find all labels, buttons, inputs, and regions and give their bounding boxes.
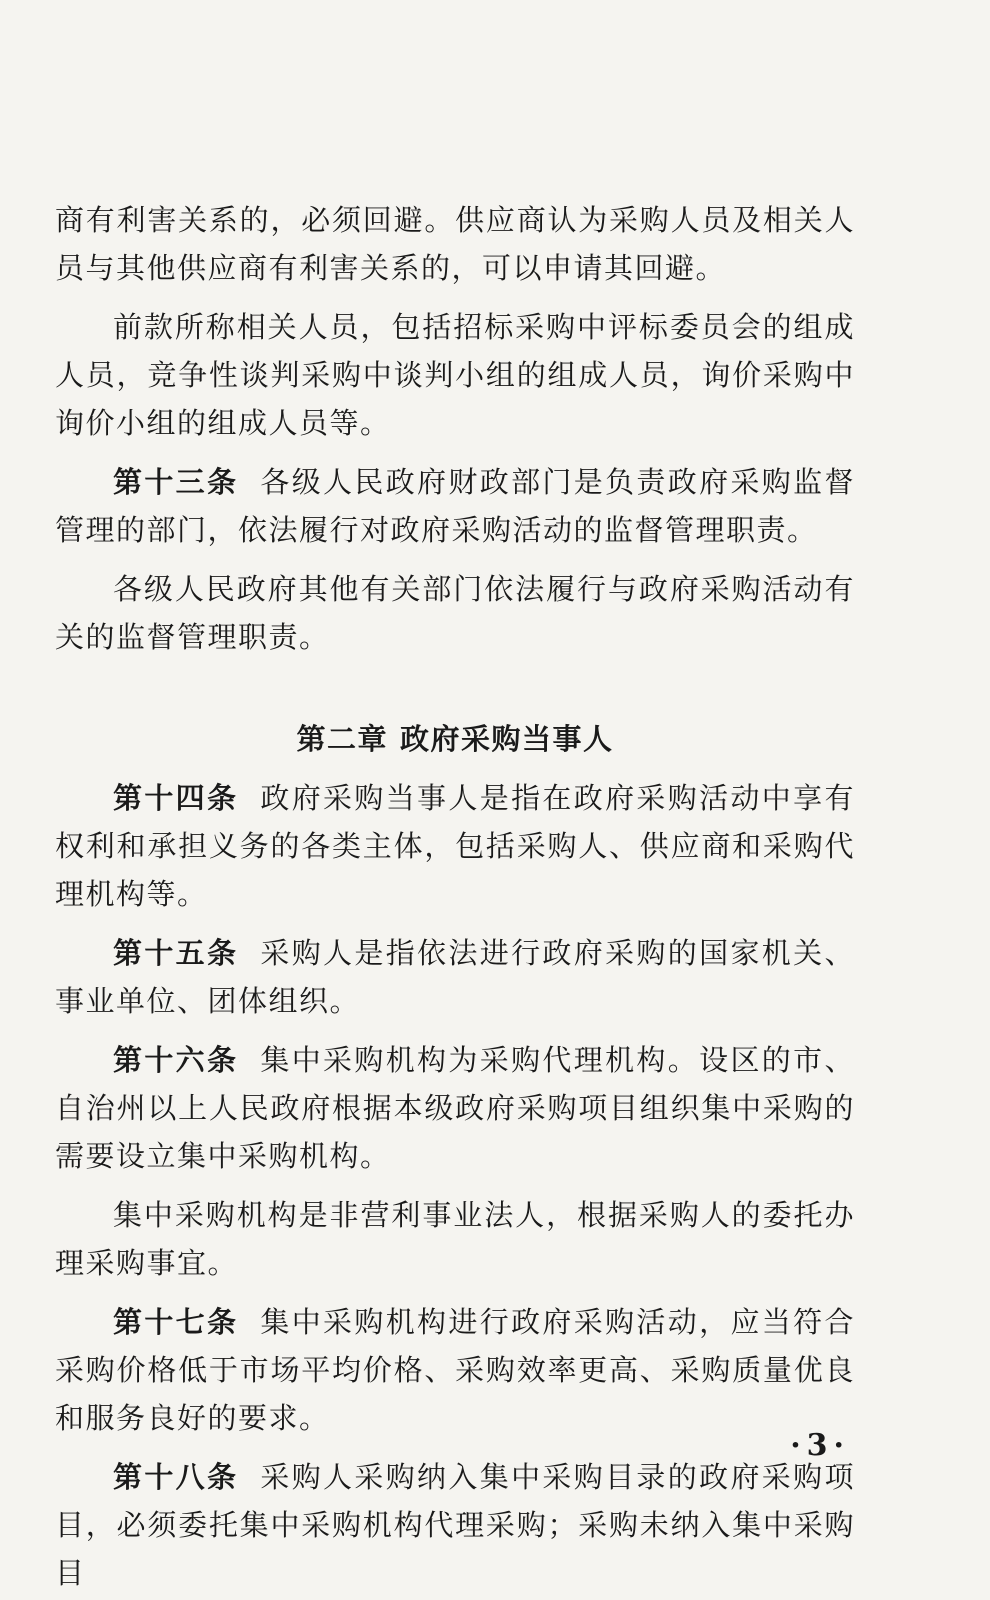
chapter-heading — [55, 715, 855, 763]
article-14 — [55, 774, 855, 918]
article-16-heading: 第十六条 — [113, 1043, 239, 1077]
article-18-heading: 第十八条 — [113, 1460, 239, 1494]
chapter-number: 第二章 — [296, 722, 388, 756]
article-17 — [55, 1298, 855, 1442]
article-15 — [55, 929, 855, 1025]
article-13-heading: 第十三条 — [113, 465, 239, 499]
paragraph-continued: 商有利害关系的，必须回避。供应商认为采购人员及相关人员与其他供应商有利害关系的，可以申请其回避。 — [55, 203, 855, 285]
article-18-body: 采购人采购纳入集中采购目录的政府采购项目，必须委托集中采购机构代理采购；采购未纳入集中采购目 — [55, 1460, 855, 1590]
article-17-heading: 第十七条 — [113, 1305, 239, 1339]
article-16-body: 集中采购机构为采购代理机构。设区的市、自治州以上人民政府根据本级政府采购项目组织集中采购的需要设立集中采购机构。 — [55, 1043, 855, 1173]
article-16-paragraph-2: 集中采购机构是非营利事业法人，根据采购人的委托办理采购事宜。 — [55, 1198, 855, 1280]
article-15-heading: 第十五条 — [113, 936, 239, 970]
article-17-body: 集中采购机构进行政府采购活动，应当符合采购价格低于市场平均价格、采购效率更高、采购质量优良和服务良好的要求。 — [55, 1305, 855, 1435]
chapter-title: 政府采购当事人 — [400, 722, 614, 756]
paragraph-related-persons: 前款所称相关人员，包括招标采购中评标委员会的组成人员，竞争性谈判采购中谈判小组的组成人员，询价采购中询价小组的组成人员等。 — [55, 310, 855, 440]
article-16 — [55, 1036, 855, 1180]
article-13 — [55, 458, 855, 554]
article-14-heading: 第十四条 — [113, 781, 239, 815]
body-text — [55, 196, 855, 1597]
article-14-body: 政府采购当事人是指在政府采购活动中享有权利和承担义务的各类主体，包括采购人、供应商和采购代理机构等。 — [55, 781, 855, 911]
page-number: ·3· — [790, 1428, 850, 1463]
article-13-paragraph-2: 各级人民政府其他有关部门依法履行与政府采购活动有关的监督管理职责。 — [55, 572, 855, 654]
article-13-body: 各级人民政府财政部门是负责政府采购监督管理的部门，依法履行对政府采购活动的监督管理职责。 — [55, 465, 855, 547]
article-18 — [55, 1453, 855, 1597]
article-15-body: 采购人是指依法进行政府采购的国家机关、事业单位、团体组织。 — [55, 936, 855, 1018]
